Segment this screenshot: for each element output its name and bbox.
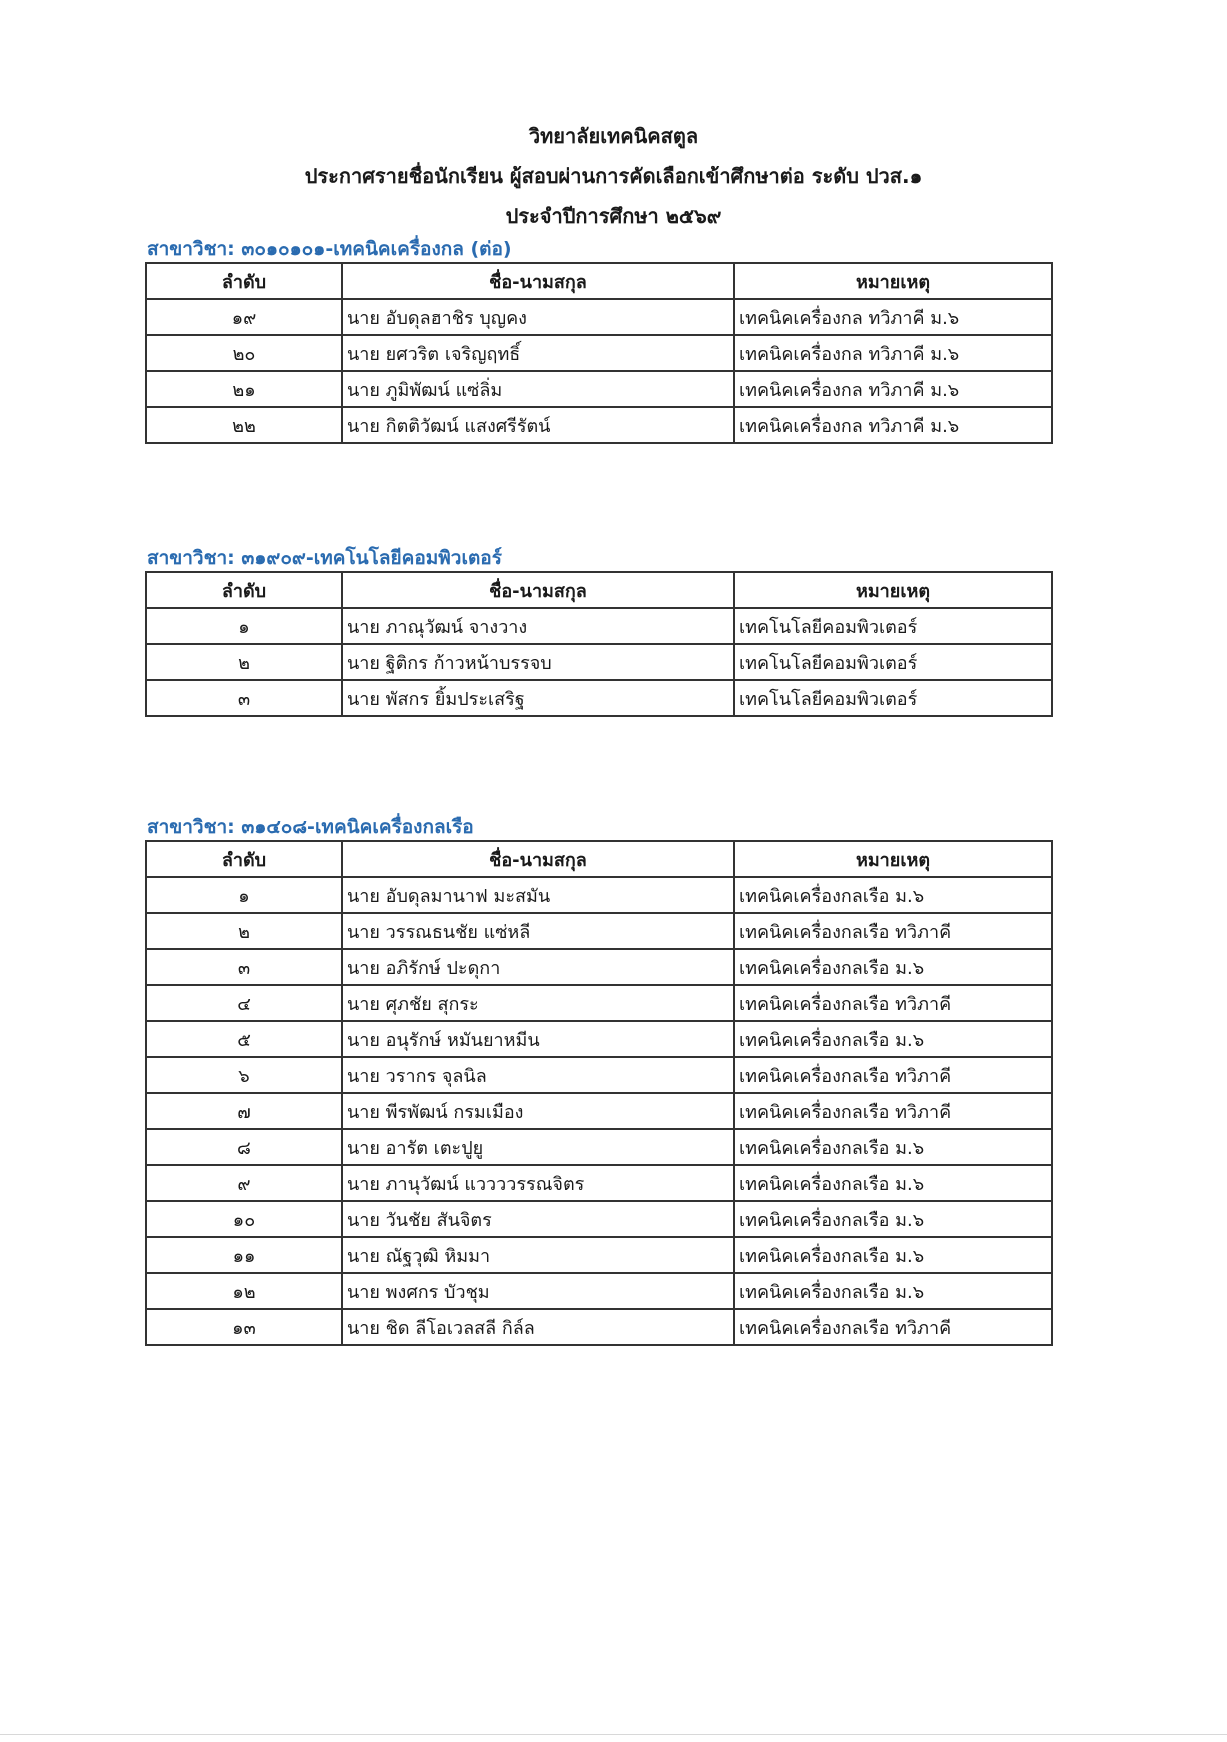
table-header-row <box>146 263 1052 299</box>
row-note: เทคโนโลยีคอมพิวเตอร์ <box>734 608 1052 644</box>
table-row <box>146 644 1052 680</box>
row-order: ๑ <box>146 608 342 644</box>
column-header-note: หมายเหตุ <box>734 572 1052 608</box>
row-note: เทคโนโลยีคอมพิวเตอร์ <box>734 680 1052 716</box>
row-note: เทคนิคเครื่องกลเรือ ม.๖ <box>734 1129 1052 1165</box>
row-order: ๑๑ <box>146 1237 342 1273</box>
column-header-name: ชื่อ-นามสกุล <box>342 841 734 877</box>
row-name: นาย พีรพัฒน์ กรมเมือง <box>342 1093 734 1129</box>
row-order: ๙ <box>146 1165 342 1201</box>
row-note: เทคนิคเครื่องกล ทวิภาคี ม.๖ <box>734 299 1052 335</box>
row-name: นาย ชิด ลีโอเวลสลี กิล์ล <box>342 1309 734 1345</box>
row-order: ๖ <box>146 1057 342 1093</box>
table-row <box>146 985 1052 1021</box>
row-note: เทคนิคเครื่องกล ทวิภาคี ม.๖ <box>734 407 1052 443</box>
column-header-name: ชื่อ-นามสกุล <box>342 572 734 608</box>
row-note: เทคนิคเครื่องกลเรือ ม.๖ <box>734 1165 1052 1201</box>
section-title: สาขาวิชา: ๓๐๑๐๑๐๑-เทคนิคเครื่องกล (ต่อ) <box>147 238 512 260</box>
section-mechanical <box>145 236 1051 444</box>
table-row <box>146 1273 1052 1309</box>
table-row <box>146 335 1052 371</box>
column-header-note: หมายเหตุ <box>734 841 1052 877</box>
table-header-row <box>146 841 1052 877</box>
table-header-row <box>146 572 1052 608</box>
row-name: นาย ภาณุวัฒน์ จางวาง <box>342 608 734 644</box>
row-note: เทคนิคเครื่องกล ทวิภาคี ม.๖ <box>734 371 1052 407</box>
section-marine-mechanical <box>145 814 1051 1346</box>
scan-edge-divider <box>0 1734 1227 1735</box>
row-order: ๘ <box>146 1129 342 1165</box>
row-order: ๓ <box>146 949 342 985</box>
row-note: เทคนิคเครื่องกลเรือ ม.๖ <box>734 1201 1052 1237</box>
row-name: นาย อับดุลฮาชิร บุญคง <box>342 299 734 335</box>
column-header-order: ลำดับ <box>146 572 342 608</box>
table-body <box>146 877 1052 1345</box>
row-note: เทคนิคเครื่องกลเรือ ทวิภาคี <box>734 1309 1052 1345</box>
row-name: นาย ยศวริต เจริญฤทธิ์ <box>342 335 734 371</box>
row-note: เทคนิคเครื่องกลเรือ ทวิภาคี <box>734 1057 1052 1093</box>
row-order: ๒๑ <box>146 371 342 407</box>
table-row <box>146 949 1052 985</box>
college-name: วิทยาลัยเทคนิคสตูล <box>528 124 699 148</box>
table-row <box>146 407 1052 443</box>
row-name: นาย พัสกร ยิ้มประเสริฐ <box>342 680 734 716</box>
table-row <box>146 1093 1052 1129</box>
student-table <box>145 571 1053 717</box>
table-row <box>146 371 1052 407</box>
row-order: ๓ <box>146 680 342 716</box>
row-order: ๒๐ <box>146 335 342 371</box>
row-order: ๗ <box>146 1093 342 1129</box>
table-body <box>146 608 1052 716</box>
row-name: นาย อารัต เตะปูยู <box>342 1129 734 1165</box>
student-table <box>145 262 1053 444</box>
row-order: ๔ <box>146 985 342 1021</box>
row-note: เทคนิคเครื่องกลเรือ ม.๖ <box>734 1237 1052 1273</box>
section-computer-technology <box>145 545 1051 717</box>
row-name: นาย วรากร จุลนิล <box>342 1057 734 1093</box>
table-row <box>146 1165 1052 1201</box>
table-row <box>146 1309 1052 1345</box>
table-row <box>146 1021 1052 1057</box>
row-order: ๕ <box>146 1021 342 1057</box>
table-row <box>146 1057 1052 1093</box>
section-title: สาขาวิชา: ๓๑๙๐๙-เทคโนโลยีคอมพิวเตอร์ <box>147 547 502 569</box>
row-note: เทคนิคเครื่องกลเรือ ม.๖ <box>734 1021 1052 1057</box>
table-row <box>146 680 1052 716</box>
table-row <box>146 877 1052 913</box>
row-note: เทคนิคเครื่องกลเรือ ม.๖ <box>734 877 1052 913</box>
column-header-name: ชื่อ-นามสกุล <box>342 263 734 299</box>
row-name: นาย ศุภชัย สุกระ <box>342 985 734 1021</box>
row-order: ๒ <box>146 644 342 680</box>
row-note: เทคนิคเครื่องกล ทวิภาคี ม.๖ <box>734 335 1052 371</box>
academic-year: ประจำปีการศึกษา ๒๕๖๙ <box>505 204 722 228</box>
table-row <box>146 1201 1052 1237</box>
student-table <box>145 840 1053 1346</box>
row-name: นาย กิตติวัฒน์ แสงศรีรัตน์ <box>342 407 734 443</box>
row-name: นาย วรรณธนชัย แซ่หลี <box>342 913 734 949</box>
row-note: เทคนิคเครื่องกลเรือ ทวิภาคี <box>734 913 1052 949</box>
row-note: เทคโนโลยีคอมพิวเตอร์ <box>734 644 1052 680</box>
table-row <box>146 608 1052 644</box>
row-name: นาย ภูมิพัฒน์ แซ่ลิ่ม <box>342 371 734 407</box>
row-order: ๑๙ <box>146 299 342 335</box>
row-order: ๑ <box>146 877 342 913</box>
row-name: นาย อับดุลมานาฟ มะสมัน <box>342 877 734 913</box>
row-name: นาย พงศกร บัวชุม <box>342 1273 734 1309</box>
table-row <box>146 1237 1052 1273</box>
row-note: เทคนิคเครื่องกลเรือ ทวิภาคี <box>734 1093 1052 1129</box>
row-order: ๑๐ <box>146 1201 342 1237</box>
row-name: นาย ฐิติกร ก้าวหน้าบรรจบ <box>342 644 734 680</box>
row-note: เทคนิคเครื่องกลเรือ ม.๖ <box>734 1273 1052 1309</box>
row-order: ๒๒ <box>146 407 342 443</box>
section-title: สาขาวิชา: ๓๑๔๐๘-เทคนิคเครื่องกลเรือ <box>147 816 474 838</box>
row-name: นาย อนุรักษ์ หมันยาหมีน <box>342 1021 734 1057</box>
column-header-order: ลำดับ <box>146 263 342 299</box>
row-order: ๑๒ <box>146 1273 342 1309</box>
table-row <box>146 299 1052 335</box>
column-header-order: ลำดับ <box>146 841 342 877</box>
row-order: ๑๓ <box>146 1309 342 1345</box>
row-name: นาย วันชัย สันจิตร <box>342 1201 734 1237</box>
table-row <box>146 913 1052 949</box>
column-header-note: หมายเหตุ <box>734 263 1052 299</box>
row-note: เทคนิคเครื่องกลเรือ ม.๖ <box>734 949 1052 985</box>
announcement-title: ประกาศรายชื่อนักเรียน ผู้สอบผ่านการคัดเลือกเข้าศึกษาต่อ ระดับ ปวส.๑ <box>304 164 923 188</box>
row-name: นาย อภิรักษ์ ปะดุกา <box>342 949 734 985</box>
row-order: ๒ <box>146 913 342 949</box>
row-note: เทคนิคเครื่องกลเรือ ทวิภาคี <box>734 985 1052 1021</box>
table-body <box>146 299 1052 443</box>
row-name: นาย ภานุวัฒน์ แววววรรณจิตร <box>342 1165 734 1201</box>
table-row <box>146 1129 1052 1165</box>
row-name: นาย ณัฐวุฒิ หิมมา <box>342 1237 734 1273</box>
